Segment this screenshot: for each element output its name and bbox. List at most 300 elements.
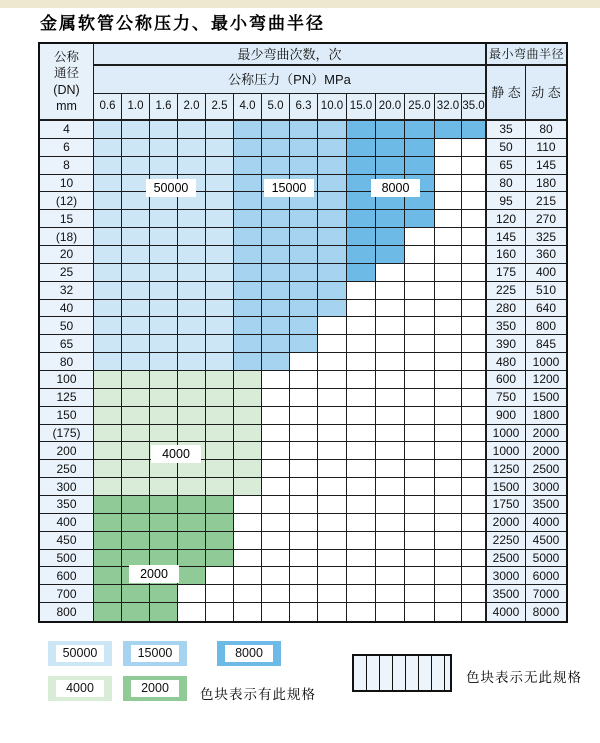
static-value-cell: 120 xyxy=(487,210,526,228)
spec-cell xyxy=(94,353,122,371)
spec-cell xyxy=(122,496,150,514)
spec-cell xyxy=(262,532,290,550)
static-value-cell: 175 xyxy=(487,264,526,282)
static-value-cell: 600 xyxy=(487,371,526,389)
spec-cell xyxy=(435,425,462,443)
static-value-cell: 3000 xyxy=(487,567,526,585)
dynamic-value-cell: 80 xyxy=(526,121,566,139)
spec-cell xyxy=(462,282,487,300)
pressure-col-header: 5.0 xyxy=(262,94,290,121)
spec-cell xyxy=(206,603,234,621)
spec-cell xyxy=(150,282,178,300)
spec-cell xyxy=(262,139,290,157)
spec-cell xyxy=(347,478,376,496)
spec-cell xyxy=(234,567,262,585)
spec-cell xyxy=(435,532,462,550)
spec-cell xyxy=(405,139,435,157)
dynamic-value-cell: 270 xyxy=(526,210,566,228)
static-value-cell: 2250 xyxy=(487,532,526,550)
spec-cell xyxy=(462,550,487,568)
spec-cell xyxy=(318,585,347,603)
spec-cell xyxy=(347,246,376,264)
spec-cell xyxy=(347,371,376,389)
spec-cell xyxy=(376,478,405,496)
dynamic-value-cell: 1500 xyxy=(526,389,566,407)
spec-cell xyxy=(262,407,290,425)
spec-cell xyxy=(234,121,262,139)
spec-cell xyxy=(435,282,462,300)
pressure-col-header: 15.0 xyxy=(347,94,376,121)
spec-cell xyxy=(318,175,347,193)
pressure-col-header: 1.0 xyxy=(122,94,150,121)
spec-cell xyxy=(94,157,122,175)
spec-cell xyxy=(290,121,318,139)
spec-cell xyxy=(435,389,462,407)
static-value-cell: 1750 xyxy=(487,496,526,514)
spec-cell xyxy=(178,157,206,175)
spec-cell xyxy=(318,442,347,460)
spec-cell xyxy=(318,121,347,139)
spec-cell xyxy=(435,317,462,335)
spec-cell xyxy=(262,442,290,460)
spec-cell xyxy=(462,496,487,514)
spec-cell xyxy=(262,460,290,478)
spec-cell xyxy=(347,514,376,532)
spec-cell xyxy=(462,335,487,353)
spec-cell xyxy=(234,192,262,210)
spec-cell xyxy=(178,246,206,264)
dn-cell: 250 xyxy=(40,460,94,478)
spec-cell xyxy=(206,317,234,335)
pressure-header: 公称压力（PN）MPa xyxy=(94,66,487,94)
spec-cell xyxy=(347,567,376,585)
spec-cell xyxy=(234,496,262,514)
static-value-cell: 1500 xyxy=(487,478,526,496)
spec-cell xyxy=(206,496,234,514)
spec-cell xyxy=(290,371,318,389)
spec-cell xyxy=(262,353,290,371)
dn-header-line: 通径 xyxy=(53,66,79,80)
spec-cell xyxy=(122,425,150,443)
spec-cell xyxy=(290,425,318,443)
spec-cell xyxy=(347,532,376,550)
spec-cell xyxy=(462,407,487,425)
spec-cell xyxy=(435,157,462,175)
spec-cell xyxy=(234,246,262,264)
spec-cell xyxy=(376,282,405,300)
spec-cell xyxy=(234,460,262,478)
region-label-50000: 50000 xyxy=(146,179,196,197)
spec-cell xyxy=(405,496,435,514)
spec-cell xyxy=(405,353,435,371)
spec-cell xyxy=(405,228,435,246)
spec-cell xyxy=(150,603,178,621)
spec-cell xyxy=(122,532,150,550)
static-value-cell: 3500 xyxy=(487,585,526,603)
pressure-col-header: 25.0 xyxy=(405,94,435,121)
spec-cell xyxy=(150,389,178,407)
dn-cell: (12) xyxy=(40,192,94,210)
dn-cell: 350 xyxy=(40,496,94,514)
spec-cell xyxy=(206,532,234,550)
spec-cell xyxy=(435,460,462,478)
spec-cell xyxy=(262,425,290,443)
spec-cell xyxy=(234,264,262,282)
pressure-col-header: 1.6 xyxy=(150,94,178,121)
pressure-col-header: 2.0 xyxy=(178,94,206,121)
spec-cell xyxy=(347,425,376,443)
static-value-cell: 750 xyxy=(487,389,526,407)
spec-cell xyxy=(122,353,150,371)
pressure-col-header: 0.6 xyxy=(94,94,122,121)
dn-cell: 32 xyxy=(40,282,94,300)
spec-cell xyxy=(435,210,462,228)
spec-cell xyxy=(347,353,376,371)
spec-cell xyxy=(462,371,487,389)
spec-cell xyxy=(178,300,206,318)
legend-swatch-50000 xyxy=(48,641,112,666)
spec-cell xyxy=(94,567,122,585)
static-column-header: 静 态 xyxy=(487,66,526,121)
spec-cell xyxy=(376,532,405,550)
spec-cell xyxy=(405,335,435,353)
dynamic-value-cell: 2500 xyxy=(526,460,566,478)
dn-cell: 500 xyxy=(40,550,94,568)
spec-cell xyxy=(150,246,178,264)
spec-cell xyxy=(150,157,178,175)
spec-cell xyxy=(206,585,234,603)
spec-cell xyxy=(290,460,318,478)
spec-cell xyxy=(94,210,122,228)
legend-has-spec-text: 色块表示有此规格 xyxy=(200,687,316,702)
spec-cell xyxy=(290,282,318,300)
spec-cell xyxy=(347,157,376,175)
spec-cell xyxy=(178,335,206,353)
spec-cell xyxy=(376,603,405,621)
spec-cell xyxy=(234,603,262,621)
dn-cell: 800 xyxy=(40,603,94,621)
spec-cell xyxy=(94,335,122,353)
dn-cell: 40 xyxy=(40,300,94,318)
dn-cell: 150 xyxy=(40,407,94,425)
spec-cell xyxy=(150,228,178,246)
dynamic-value-cell: 2000 xyxy=(526,425,566,443)
spec-cell xyxy=(376,442,405,460)
spec-cell xyxy=(435,496,462,514)
region-label-8000: 8000 xyxy=(371,179,420,197)
spec-cell xyxy=(290,228,318,246)
spec-cell xyxy=(178,210,206,228)
spec-cell xyxy=(178,264,206,282)
spec-cell xyxy=(234,407,262,425)
spec-cell xyxy=(318,425,347,443)
spec-cell xyxy=(122,407,150,425)
spec-cell xyxy=(150,496,178,514)
spec-cell xyxy=(262,300,290,318)
spec-cell xyxy=(462,389,487,407)
spec-cell xyxy=(347,496,376,514)
static-value-cell: 390 xyxy=(487,335,526,353)
spec-cell xyxy=(462,264,487,282)
region-label-15000: 15000 xyxy=(264,179,314,197)
spec-cell xyxy=(94,407,122,425)
spec-cell xyxy=(122,478,150,496)
dynamic-value-cell: 1200 xyxy=(526,371,566,389)
spec-cell xyxy=(206,353,234,371)
spec-cell xyxy=(290,496,318,514)
spec-cell xyxy=(94,496,122,514)
legend-swatch-4000 xyxy=(48,676,112,701)
dynamic-value-cell: 360 xyxy=(526,246,566,264)
spec-cell xyxy=(150,478,178,496)
spec-cell xyxy=(435,228,462,246)
spec-cell xyxy=(376,228,405,246)
spec-cell xyxy=(234,389,262,407)
dn-cell: (175) xyxy=(40,425,94,443)
spec-cell xyxy=(262,478,290,496)
dn-cell: 10 xyxy=(40,175,94,193)
spec-cell xyxy=(435,603,462,621)
pressure-col-header: 20.0 xyxy=(376,94,405,121)
spec-cell xyxy=(94,514,122,532)
spec-cell xyxy=(462,139,487,157)
spec-cell xyxy=(234,282,262,300)
spec-cell xyxy=(206,425,234,443)
spec-cell xyxy=(405,460,435,478)
spec-cell xyxy=(405,317,435,335)
spec-cell xyxy=(462,425,487,443)
spec-cell xyxy=(290,514,318,532)
static-value-cell: 95 xyxy=(487,192,526,210)
spec-cell xyxy=(435,192,462,210)
spec-cell xyxy=(178,371,206,389)
spec-cell xyxy=(178,353,206,371)
spec-cell xyxy=(290,157,318,175)
spec-cell xyxy=(94,317,122,335)
spec-cell xyxy=(94,175,122,193)
spec-cell xyxy=(435,585,462,603)
spec-cell xyxy=(290,210,318,228)
spec-cell xyxy=(347,139,376,157)
spec-cell xyxy=(290,335,318,353)
spec-cell xyxy=(206,121,234,139)
spec-cell xyxy=(234,425,262,443)
spec-cell xyxy=(178,121,206,139)
spec-cell xyxy=(234,532,262,550)
spec-cell xyxy=(122,603,150,621)
spec-cell xyxy=(122,157,150,175)
spec-cell xyxy=(150,514,178,532)
spec-cell xyxy=(405,603,435,621)
spec-cell xyxy=(178,514,206,532)
spec-cell xyxy=(405,210,435,228)
dn-cell: 65 xyxy=(40,335,94,353)
spec-cell xyxy=(94,264,122,282)
spec-cell xyxy=(462,228,487,246)
spec-cell xyxy=(94,442,122,460)
spec-cell xyxy=(435,246,462,264)
spec-cell xyxy=(206,246,234,264)
dynamic-value-cell: 845 xyxy=(526,335,566,353)
legend-swatch-label: 8000 xyxy=(225,645,273,662)
spec-cell xyxy=(376,353,405,371)
spec-cell xyxy=(347,121,376,139)
spec-cell xyxy=(234,300,262,318)
spec-cell xyxy=(290,353,318,371)
legend-swatch-15000 xyxy=(123,641,187,666)
spec-cell xyxy=(376,407,405,425)
spec-cell xyxy=(347,335,376,353)
bend-cycles-header: 最少弯曲次数，次 xyxy=(94,44,487,66)
spec-cell xyxy=(262,550,290,568)
spec-cell xyxy=(206,389,234,407)
spec-cell xyxy=(376,550,405,568)
dynamic-value-cell: 5000 xyxy=(526,550,566,568)
static-value-cell: 35 xyxy=(487,121,526,139)
spec-cell xyxy=(262,389,290,407)
spec-cell xyxy=(234,175,262,193)
spec-cell xyxy=(262,514,290,532)
spec-cell xyxy=(234,210,262,228)
spec-cell xyxy=(405,282,435,300)
spec-cell xyxy=(122,264,150,282)
spec-cell xyxy=(435,478,462,496)
spec-cell xyxy=(94,603,122,621)
spec-cell xyxy=(150,371,178,389)
spec-cell xyxy=(150,210,178,228)
spec-cell xyxy=(206,282,234,300)
dn-cell: 6 xyxy=(40,139,94,157)
spec-cell xyxy=(206,264,234,282)
spec-cell xyxy=(150,585,178,603)
page-top-strip xyxy=(0,0,600,8)
dn-cell: 300 xyxy=(40,478,94,496)
spec-cell xyxy=(94,550,122,568)
spec-cell xyxy=(405,121,435,139)
spec-cell xyxy=(376,210,405,228)
dn-cell: 4 xyxy=(40,121,94,139)
dynamic-value-cell: 3500 xyxy=(526,496,566,514)
spec-cell xyxy=(376,567,405,585)
dn-cell: (18) xyxy=(40,228,94,246)
spec-cell xyxy=(405,442,435,460)
spec-cell xyxy=(234,317,262,335)
spec-cell xyxy=(178,532,206,550)
spec-cell xyxy=(290,300,318,318)
legend-swatch-label: 50000 xyxy=(56,645,104,662)
dynamic-value-cell: 325 xyxy=(526,228,566,246)
spec-cell xyxy=(150,407,178,425)
spec-cell xyxy=(94,425,122,443)
spec-cell xyxy=(290,442,318,460)
spec-cell xyxy=(206,478,234,496)
spec-cell xyxy=(376,460,405,478)
region-label-4000: 4000 xyxy=(151,445,201,463)
spec-cell xyxy=(234,228,262,246)
dn-header-line: (DN) xyxy=(53,82,80,97)
spec-cell xyxy=(376,121,405,139)
dn-header-line: 公称 xyxy=(53,49,79,64)
spec-cell xyxy=(94,139,122,157)
spec-cell xyxy=(290,550,318,568)
spec-cell xyxy=(122,585,150,603)
spec-cell xyxy=(94,228,122,246)
legend-swatch-label: 4000 xyxy=(56,680,104,697)
spec-cell xyxy=(347,389,376,407)
spec-cell xyxy=(347,210,376,228)
spec-cell xyxy=(347,460,376,478)
spec-cell xyxy=(376,425,405,443)
spec-cell xyxy=(94,192,122,210)
spec-cell xyxy=(206,139,234,157)
spec-cell xyxy=(318,157,347,175)
spec-cell xyxy=(318,371,347,389)
dynamic-value-cell: 3000 xyxy=(526,478,566,496)
dn-cell: 450 xyxy=(40,532,94,550)
spec-cell xyxy=(462,121,487,139)
spec-cell xyxy=(318,603,347,621)
static-value-cell: 2000 xyxy=(487,514,526,532)
spec-cell xyxy=(462,478,487,496)
spec-cell xyxy=(94,532,122,550)
spec-cell xyxy=(435,442,462,460)
spec-cell xyxy=(206,460,234,478)
spec-cell xyxy=(262,335,290,353)
spec-cell xyxy=(94,460,122,478)
dn-cell: 100 xyxy=(40,371,94,389)
spec-cell xyxy=(435,264,462,282)
spec-cell xyxy=(178,585,206,603)
spec-cell xyxy=(376,371,405,389)
spec-cell xyxy=(435,371,462,389)
spec-cell xyxy=(234,157,262,175)
dn-cell: 125 xyxy=(40,389,94,407)
dynamic-value-cell: 4500 xyxy=(526,532,566,550)
static-value-cell: 1000 xyxy=(487,442,526,460)
dn-header-line: mm xyxy=(56,99,77,113)
spec-cell xyxy=(206,371,234,389)
spec-cell xyxy=(347,264,376,282)
spec-cell xyxy=(462,210,487,228)
spec-cell xyxy=(290,139,318,157)
spec-cell xyxy=(318,496,347,514)
spec-cell xyxy=(178,550,206,568)
dynamic-value-cell: 640 xyxy=(526,300,566,318)
spec-cell xyxy=(94,389,122,407)
spec-cell xyxy=(122,317,150,335)
dynamic-value-cell: 4000 xyxy=(526,514,566,532)
spec-cell xyxy=(178,478,206,496)
legend-no-spec-text: 色块表示无此规格 xyxy=(466,670,582,685)
spec-cell xyxy=(262,210,290,228)
dn-cell: 700 xyxy=(40,585,94,603)
spec-cell xyxy=(462,317,487,335)
spec-cell xyxy=(405,389,435,407)
spec-cell xyxy=(234,442,262,460)
spec-cell xyxy=(462,532,487,550)
spec-cell xyxy=(262,317,290,335)
spec-cell xyxy=(206,335,234,353)
spec-cell xyxy=(318,192,347,210)
spec-cell xyxy=(150,300,178,318)
spec-cell xyxy=(290,246,318,264)
spec-cell xyxy=(122,282,150,300)
spec-cell xyxy=(462,603,487,621)
spec-cell xyxy=(318,389,347,407)
spec-cell xyxy=(405,425,435,443)
spec-cell xyxy=(206,175,234,193)
spec-cell xyxy=(178,317,206,335)
